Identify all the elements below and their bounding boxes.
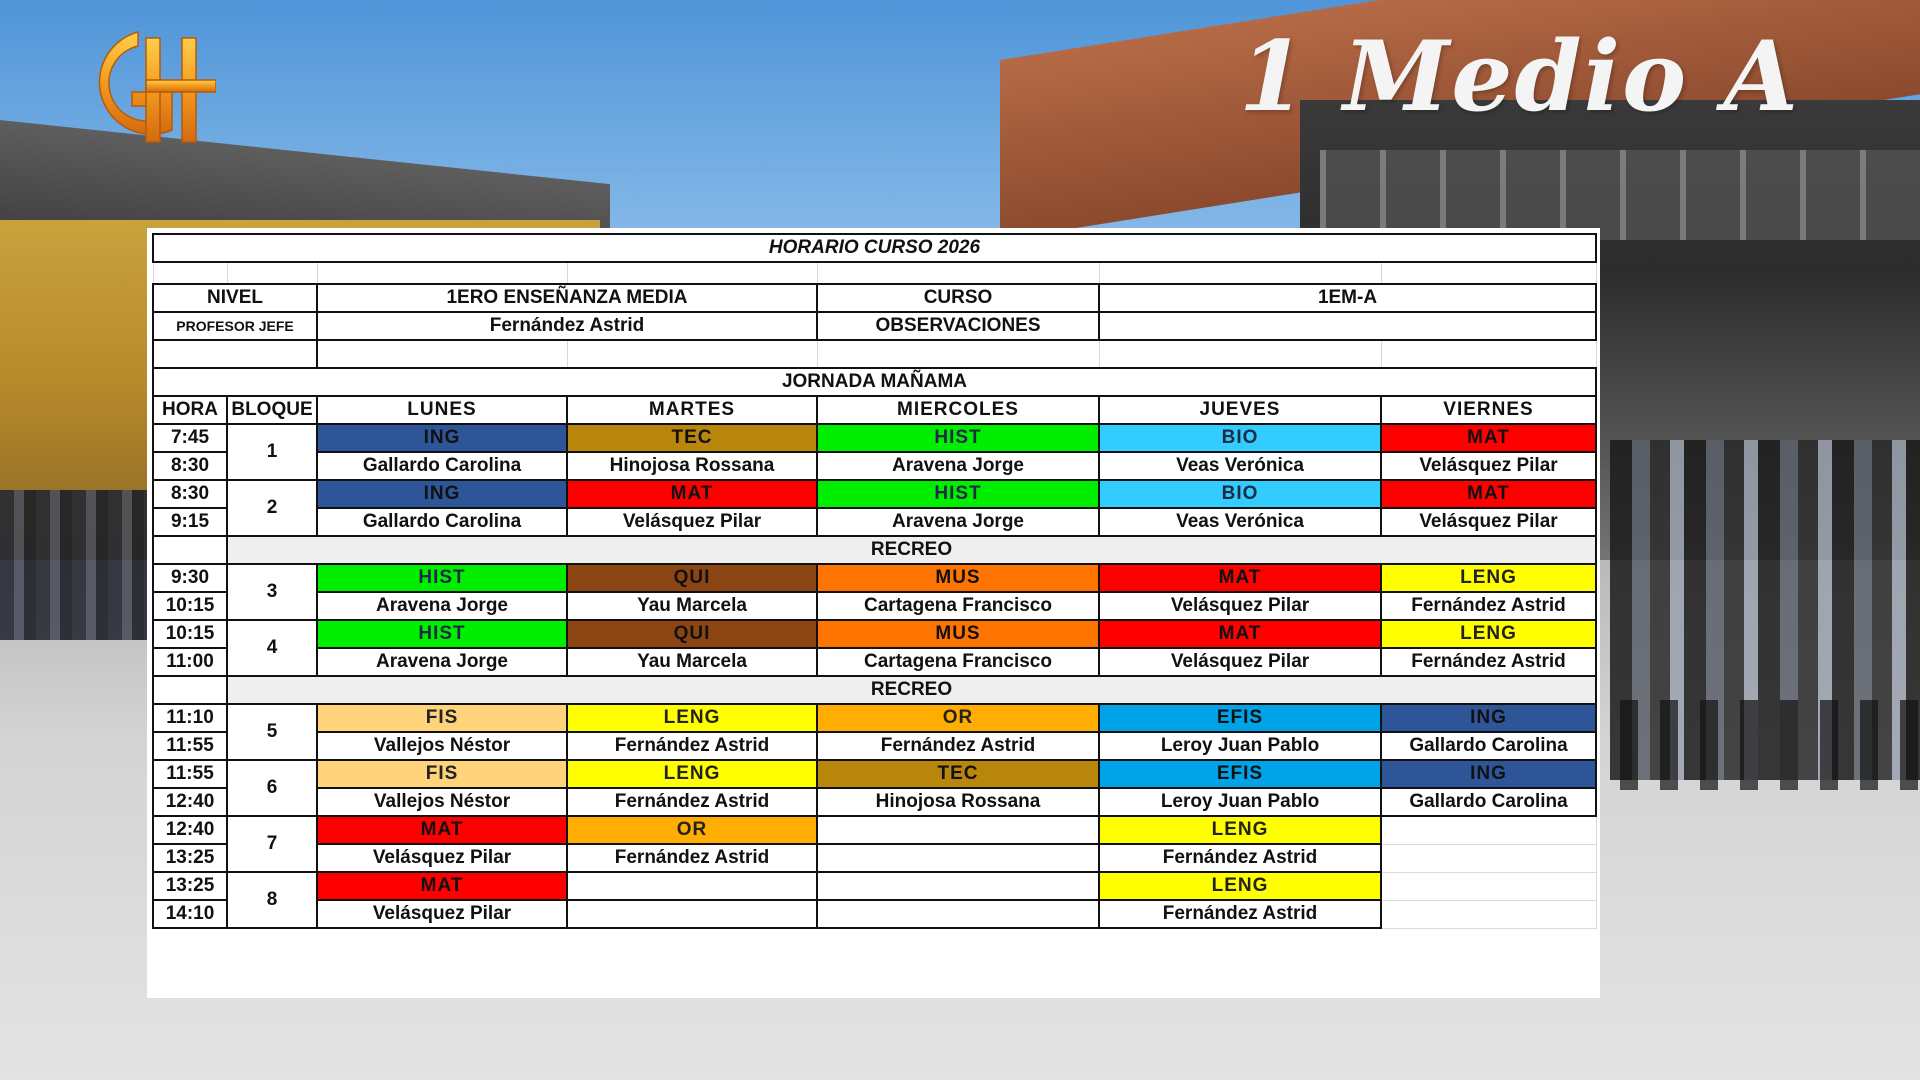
teacher-cell: Aravena Jorge [317,592,567,620]
bloque-header: BLOQUE [227,396,317,424]
subject-cell: TEC [567,424,817,452]
bloque-number: 5 [227,704,317,760]
teacher-cell: Hinojosa Rossana [567,452,817,480]
bloque-number: 8 [227,872,317,928]
teacher-cell: Hinojosa Rossana [817,788,1099,816]
hora-start: 9:30 [153,564,227,592]
teacher-cell: Cartagena Francisco [817,648,1099,676]
recreo-spacer [153,676,227,704]
teacher-cell: Gallardo Carolina [1381,732,1596,760]
blank-cell [153,340,317,368]
hora-end: 10:15 [153,592,227,620]
empty-cell [1381,816,1596,844]
teacher-cell: Fernández Astrid [567,788,817,816]
bloque-number: 3 [227,564,317,620]
hora-start: 8:30 [153,480,227,508]
students-left [0,490,150,640]
subject-cell: TEC [817,760,1099,788]
hora-end: 9:15 [153,508,227,536]
subject-cell: FIS [317,760,567,788]
teacher-cell: Velásquez Pilar [1381,508,1596,536]
teacher-cell: Yau Marcela [567,592,817,620]
subject-cell: OR [567,816,817,844]
subject-cell: ING [317,424,567,452]
spacer-cell [817,262,1099,284]
teacher-cell: Fernández Astrid [817,732,1099,760]
hora-end: 11:55 [153,732,227,760]
subject-cell: MAT [567,480,817,508]
teacher-cell: Fernández Astrid [567,732,817,760]
spacer-cell [1381,340,1596,368]
table-row [153,480,1596,508]
day-header-lunes: LUNES [317,396,567,424]
schedule-sheet [147,228,1600,998]
subject-cell: MAT [1381,424,1596,452]
teacher-cell: Gallardo Carolina [317,508,567,536]
subject-cell: LENG [1099,872,1381,900]
table-row [153,844,1596,872]
hora-end: 14:10 [153,900,227,928]
curso-value: 1EM-A [1099,284,1596,312]
subject-cell: MUS [817,620,1099,648]
subject-cell: BIO [1099,480,1381,508]
hora-header: HORA [153,396,227,424]
subject-cell: ING [1381,704,1596,732]
day-header-viernes: VIERNES [1381,396,1596,424]
subject-cell: HIST [317,620,567,648]
teacher-cell [817,844,1099,872]
day-header-jueves: JUEVES [1099,396,1381,424]
teacher-cell: Velásquez Pilar [1099,648,1381,676]
subject-cell: ING [317,480,567,508]
teacher-cell: Leroy Juan Pablo [1099,788,1381,816]
students-right-legs [1620,700,1920,790]
spacer-cell [567,340,817,368]
subject-cell: QUI [567,564,817,592]
spacer-cell [817,340,1099,368]
teacher-cell: Velásquez Pilar [1099,592,1381,620]
teacher-cell: Aravena Jorge [817,452,1099,480]
teacher-cell: Velásquez Pilar [567,508,817,536]
subject-cell: MAT [1381,480,1596,508]
teacher-cell: Aravena Jorge [317,648,567,676]
teacher-cell: Velásquez Pilar [317,844,567,872]
profesor-jefe-label: PROFESOR JEFE [153,312,317,340]
table-row [153,648,1596,676]
teacher-cell: Leroy Juan Pablo [1099,732,1381,760]
empty-cell [1381,872,1596,900]
recreo-spacer [153,536,227,564]
teacher-cell: Fernández Astrid [1381,648,1596,676]
day-header-martes: MARTES [567,396,817,424]
recreo-row: RECREO [227,676,1596,704]
day-header-miercoles: MIERCOLES [817,396,1099,424]
hora-end: 12:40 [153,788,227,816]
table-row [153,872,1596,900]
teacher-cell: Fernández Astrid [567,844,817,872]
curso-label: CURSO [817,284,1099,312]
subject-cell: LENG [1381,620,1596,648]
hora-start: 7:45 [153,424,227,452]
teacher-cell: Aravena Jorge [817,508,1099,536]
table-row [153,816,1596,844]
teacher-cell: Veas Verónica [1099,452,1381,480]
hora-start: 11:55 [153,760,227,788]
subject-cell: LENG [1381,564,1596,592]
teacher-cell: Fernández Astrid [1099,900,1381,928]
subject-cell: LENG [567,704,817,732]
hora-start: 13:25 [153,872,227,900]
bloque-number: 7 [227,816,317,872]
table-row [153,424,1596,452]
empty-cell [1381,900,1596,928]
subject-cell: LENG [567,760,817,788]
subject-cell [817,816,1099,844]
subject-cell: MUS [817,564,1099,592]
table-row [153,900,1596,928]
schedule-table [152,233,1597,929]
teacher-cell: Fernández Astrid [1381,592,1596,620]
table-row [153,788,1596,816]
subject-cell: HIST [817,424,1099,452]
jornada-label: JORNADA MAÑAMA [153,368,1596,396]
subject-cell: MAT [1099,564,1381,592]
subject-cell: MAT [1099,620,1381,648]
spacer-cell [227,262,317,284]
teacher-cell: Gallardo Carolina [317,452,567,480]
teacher-cell: Fernández Astrid [1099,844,1381,872]
subject-cell: HIST [317,564,567,592]
subject-cell: EFIS [1099,704,1381,732]
subject-cell: QUI [567,620,817,648]
subject-cell: OR [817,704,1099,732]
spacer-cell [567,262,817,284]
teacher-cell: Velásquez Pilar [1381,452,1596,480]
subject-cell: BIO [1099,424,1381,452]
subject-cell: HIST [817,480,1099,508]
teacher-cell: Gallardo Carolina [1381,788,1596,816]
table-row [153,592,1596,620]
table-row [153,564,1596,592]
spacer-cell [317,340,567,368]
teacher-cell: Cartagena Francisco [817,592,1099,620]
building-windows [1320,150,1920,240]
bloque-number: 1 [227,424,317,480]
hora-end: 11:00 [153,648,227,676]
teacher-cell: Velásquez Pilar [317,900,567,928]
spacer-cell [1099,262,1381,284]
observaciones-label: OBSERVACIONES [817,312,1099,340]
hora-start: 11:10 [153,704,227,732]
table-row [153,508,1596,536]
page-title: 1 Medio A [1238,20,1800,133]
bloque-number: 2 [227,480,317,536]
teacher-cell [567,900,817,928]
subject-cell: ING [1381,760,1596,788]
observaciones-value [1099,312,1596,340]
nivel-value: 1ERO ENSEÑANZA MEDIA [317,284,817,312]
spacer-cell [317,262,567,284]
spacer-cell [153,262,227,284]
subject-cell: MAT [317,872,567,900]
table-row [153,704,1596,732]
table-row [153,732,1596,760]
hora-start: 12:40 [153,816,227,844]
recreo-row: RECREO [227,536,1596,564]
subject-cell [817,872,1099,900]
teacher-cell: Veas Verónica [1099,508,1381,536]
hora-start: 10:15 [153,620,227,648]
nivel-label: NIVEL [153,284,317,312]
subject-cell: MAT [317,816,567,844]
teacher-cell: Vallejos Néstor [317,732,567,760]
school-logo-icon [76,22,216,150]
table-row [153,620,1596,648]
subject-cell: EFIS [1099,760,1381,788]
spacer-cell [1099,340,1381,368]
bloque-number: 6 [227,760,317,816]
subject-cell [567,872,817,900]
bloque-number: 4 [227,620,317,676]
subject-cell: LENG [1099,816,1381,844]
spacer-cell [1381,262,1596,284]
teacher-cell: Vallejos Néstor [317,788,567,816]
subject-cell: FIS [317,704,567,732]
teacher-cell: Yau Marcela [567,648,817,676]
empty-cell [1381,844,1596,872]
table-row [153,452,1596,480]
profesor-jefe-value: Fernández Astrid [317,312,817,340]
schedule-title: HORARIO CURSO 2026 [153,234,1596,262]
hora-end: 13:25 [153,844,227,872]
table-row [153,760,1596,788]
teacher-cell [817,900,1099,928]
hora-end: 8:30 [153,452,227,480]
